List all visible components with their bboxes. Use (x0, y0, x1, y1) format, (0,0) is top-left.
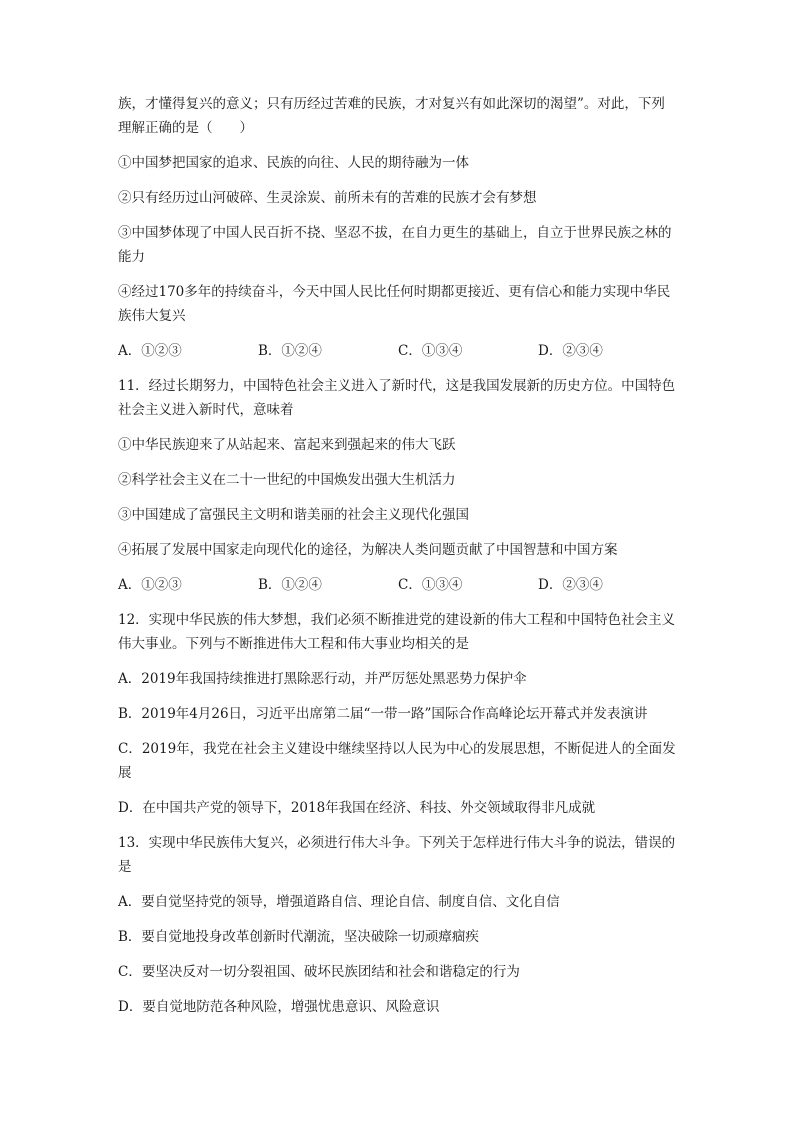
q11-option-a: A．①②③ (118, 577, 182, 593)
q10-item-4: ④经过170多年的持续奋斗，今天中国人民比任何时期都更接近、更有信心和能力实现中华民族伟大复兴 (118, 284, 671, 324)
q12-choice-d: D．在中国共产党的领导下，2018年我国在经济、科技、外交领域取得非凡成就 (118, 800, 596, 816)
q13-choice-c: C．要坚决反对一切分裂祖国、破坏民族团结和社会和谐稳定的行为 (118, 964, 520, 980)
q12-choice-c: C．2019年，我党在社会主义建设中继续坚持以人民为中心的发展思想，不断促进人的全面发展 (118, 741, 676, 781)
q10-item-3: ③中国梦体现了中国人民百折不挠、坚忍不拔，在自力更生的基础上，自立于世界民族之林的能力 (118, 225, 672, 265)
q10-item-1: ①中国梦把国家的追求、民族的向往、人民的期待融为一体 (118, 155, 469, 171)
q11-option-c: C．①③④ (398, 577, 463, 593)
q13-choice-a: A．要自觉坚持党的领导，增强道路自信、理论自信、制度自信、文化自信 (118, 894, 560, 910)
q11-item-2: ②科学社会主义在二十一世纪的中国焕发出强大生机活力 (118, 472, 456, 488)
q10-stem: 族，才懂得复兴的意义；只有历经过苦难的民族，才对复兴有如此深切的渴望”。对此，下列理解正确的是（ ） (118, 96, 665, 136)
q10-option-a: A．①②③ (118, 343, 182, 359)
q13-stem: 13．实现中华民族伟大复兴，必须进行伟大斗争。下列关于怎样进行伟大斗争的说法，错误的是 (118, 835, 676, 875)
q10-option-b: B．①②④ (258, 343, 322, 359)
q11-option-d: D．②③④ (538, 577, 603, 593)
q11-options (118, 573, 678, 597)
q11-stem: 11．经过长期努力，中国特色社会主义进入了新时代，这是我国发展新的历史方位。中国特色社会主义进入新时代，意味着 (118, 378, 676, 418)
q12-stem: 12．实现中华民族的伟大梦想，我们必须不断推进党的建设新的伟大工程和中国特色社会主义伟大事业。下列与不断推进伟大工程和伟大事业均相关的是 (118, 612, 676, 652)
q13-choice-d: D．要自觉地防范各种风险，增强忧患意识、风险意识 (118, 999, 440, 1015)
q10-item-2: ②只有经历过山河破碎、生灵涂炭、前所未有的苦难的民族才会有梦想 (118, 190, 537, 206)
q11-option-b: B．①②④ (258, 577, 322, 593)
q11-item-3: ③中国建成了富强民主文明和谐美丽的社会主义现代化强国 (118, 507, 469, 523)
q10-option-c: C．①③④ (398, 343, 463, 359)
q11-item-1: ①中华民族迎来了从站起来、富起来到强起来的伟大飞跃 (118, 437, 456, 453)
q10-options (118, 339, 678, 363)
q12-choice-a: A．2019年我国持续推进打黑除恶行动，并严厉惩处黑恶势力保护伞 (118, 671, 527, 687)
q13-choice-b: B．要自觉地投身改革创新时代潮流，坚决破除一切顽瘴痼疾 (118, 929, 479, 945)
q10-option-d: D．②③④ (538, 343, 603, 359)
q12-choice-b: B．2019年4月26日，习近平出席第二届“一带一路”国际合作高峰论坛开幕式并发表演讲 (118, 706, 648, 722)
q11-item-4: ④拓展了发展中国家走向现代化的途径，为解决人类问题贡献了中国智慧和中国方案 (118, 542, 618, 558)
exam-page (118, 92, 678, 1030)
